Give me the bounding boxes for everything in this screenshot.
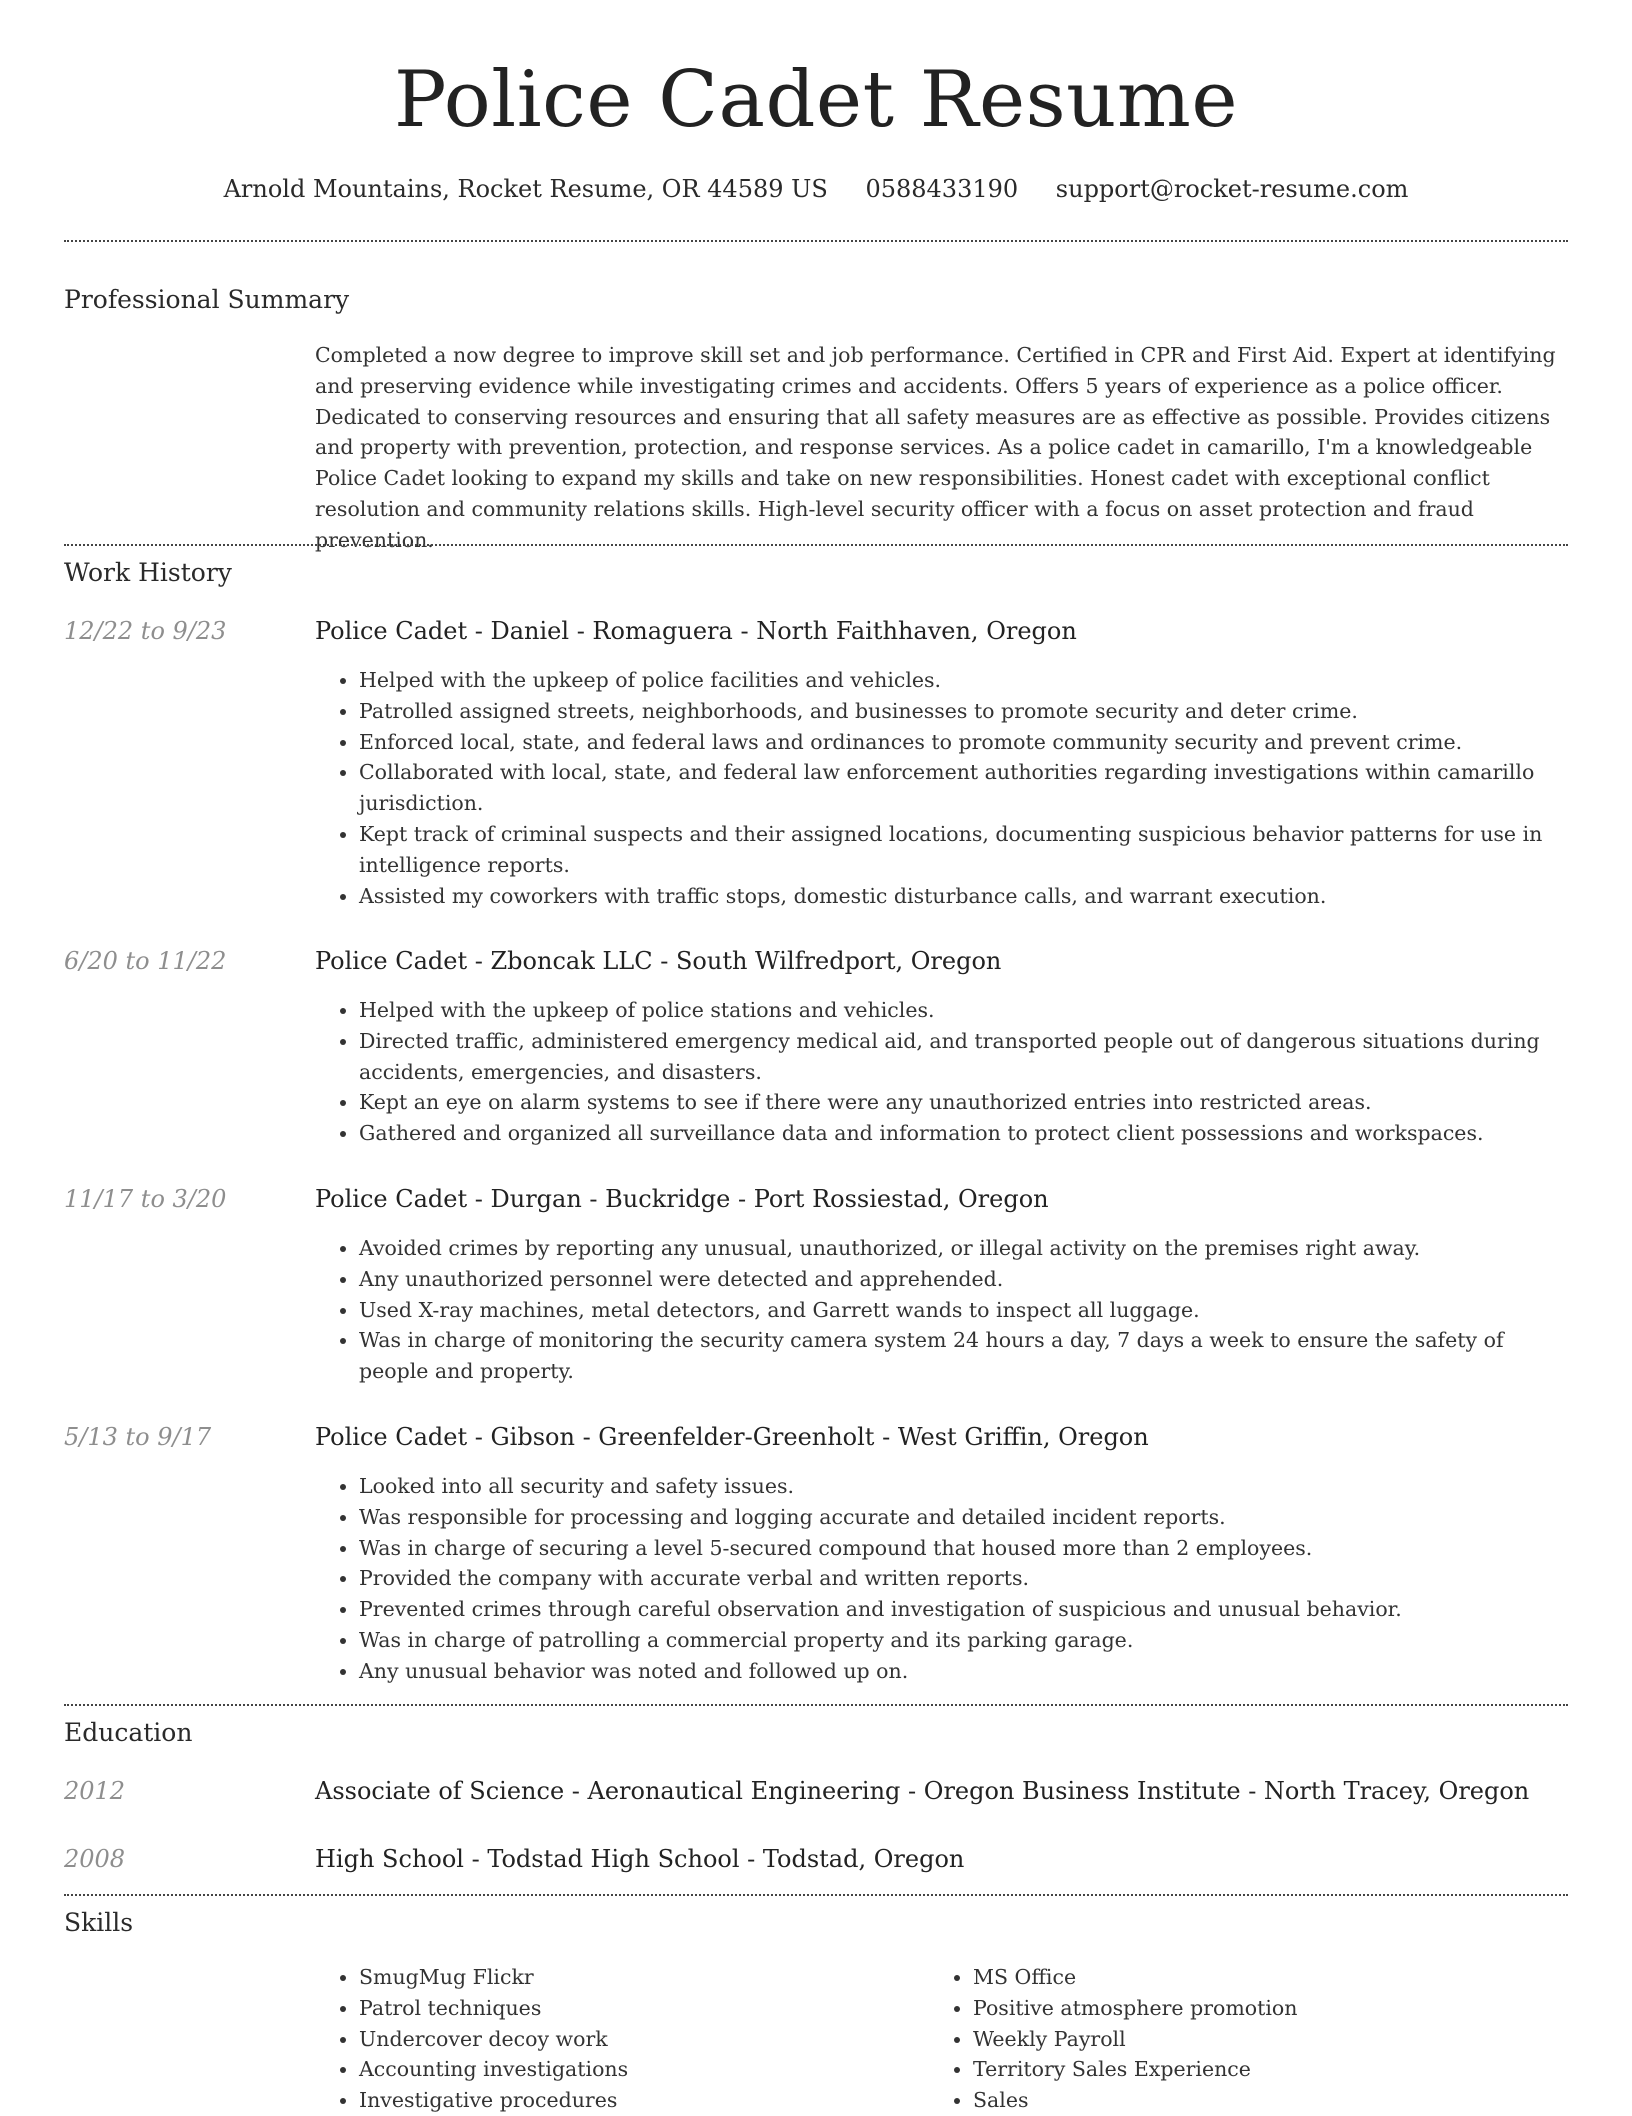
list-item: • Was in charge of securing a level 5-secured compound that housed more than 2 employees. [359,1533,1568,1564]
resume-title: Police Cadet Resume [393,55,1238,145]
job-1-dates: 12/22 to 9/23 [64,617,227,645]
list-item: • Looked into all security and safety issues. [359,1471,1568,1502]
list-item: • Patrolled assigned streets, neighborhoods, and businesses to promote security and deter crime. [359,696,1568,727]
job-4-title: Police Cadet - Gibson - Greenfelder-Greenholt - West Griffin, Oregon [315,1423,1149,1451]
skill-item: • Positive atmosphere promotion [973,1993,1573,2024]
skill-item: • Weekly Payroll [973,2024,1573,2055]
list-item: • Gathered and organized all surveillance data and information to protect client possessions and workspaces. [359,1118,1568,1149]
list-item: • Directed traffic, administered emergency medical aid, and transported people out of dangerous situations during accidents, emergencies, and disasters. [359,1026,1568,1088]
skill-item: • Undercover decoy work [359,2024,929,2055]
job-1-title: Police Cadet - Daniel - Romaguera - North Faithhaven, Oregon [315,617,1077,645]
job-4-bullets [315,1471,1568,1687]
skill-item: • Accounting investigations [359,2054,929,2085]
education-heading: Education [64,1718,193,1747]
summary-text: Completed a now degree to improve skill set and job performance. Certified in CPR and First Aid. Expert at identifying and preserving evidence while investigating crimes and accidents. Offers 5 years of experience as a police officer. Dedicated to conserving resources and ensuring that all safety measures are as effective as possible. Provides citizens and property with prevention, protection, and response services. As a police cadet in camarillo, I'm a knowledgeable Police Cadet looking to expand my skills and take on new responsibilities. Honest cadet with exceptional conflict resolution and community relations skills. High-level security officer with a focus on asset protection and fraud prevention. [315,343,1556,552]
summary-heading: Professional Summary [64,285,350,314]
skill-item: • MS Office [973,1962,1573,1993]
skills-list-left [315,1962,929,2116]
list-item: • Kept track of criminal suspects and their assigned locations, documenting suspicious behavior patterns for use in intelligence reports. [359,819,1568,881]
list-item: • Collaborated with local, state, and federal law enforcement authorities regarding investigations within camarillo jurisdiction. [359,757,1568,819]
list-item: • Provided the company with accurate verbal and written reports. [359,1563,1568,1594]
job-2-bullets [315,995,1568,1149]
skill-item: • Sales [973,2085,1573,2116]
list-item: • Avoided crimes by reporting any unusual, unauthorized, or illegal activity on the premises right away. [359,1233,1568,1264]
header-divider [64,240,1568,242]
job-2-dates: 6/20 to 11/22 [64,947,227,975]
contact-address: Arnold Mountains, Rocket Resume, OR 44589 US [223,175,828,203]
job-1-bullets [315,665,1568,911]
skill-item: • Patrol techniques [359,1993,929,2024]
contact-email[interactable]: support@rocket-resume.com [1055,175,1409,203]
list-item: • Kept an eye on alarm systems to see if there were any unauthorized entries into restricted areas. [359,1087,1568,1118]
work-divider [64,1704,1568,1706]
list-item: • Was in charge of patrolling a commercial property and its parking garage. [359,1625,1568,1656]
skill-item: • SmugMug Flickr [359,1962,929,1993]
list-item: • Prevented crimes through careful observation and investigation of suspicious and unusual behavior. [359,1594,1568,1625]
education-1-year: 2012 [64,1777,126,1805]
education-2-text: High School - Todstad High School - Todstad, Oregon [315,1845,965,1873]
list-item: • Helped with the upkeep of police facilities and vehicles. [359,665,1568,696]
education-2-year: 2008 [64,1845,126,1873]
contact-phone: 0588433190 [865,175,1019,203]
list-item: • Assisted my coworkers with traffic stops, domestic disturbance calls, and warrant execution. [359,881,1568,912]
contact-line [64,172,1568,206]
work-heading: Work History [64,558,232,587]
list-item: • Any unauthorized personnel were detected and apprehended. [359,1264,1568,1295]
list-item: • Enforced local, state, and federal laws and ordinances to promote community security and prevent crime. [359,727,1568,758]
list-item: • Any unusual behavior was noted and followed up on. [359,1656,1568,1687]
job-3-bullets [315,1233,1568,1387]
education-divider [64,1894,1568,1896]
education-1-text: Associate of Science - Aeronautical Engineering - Oregon Business Institute - North Tracey, Oregon [315,1777,1530,1805]
list-item: • Used X-ray machines, metal detectors, and Garrett wands to inspect all luggage. [359,1295,1568,1326]
summary-divider [64,544,1568,546]
skill-item: • Territory Sales Experience [973,2054,1573,2085]
list-item: • Was in charge of monitoring the security camera system 24 hours a day, 7 days a week to ensure the safety of people and property. [359,1325,1568,1387]
job-3-title: Police Cadet - Durgan - Buckridge - Port Rossiestad, Oregon [315,1185,1049,1213]
job-3-dates: 11/17 to 3/20 [64,1185,227,1213]
list-item: • Helped with the upkeep of police stations and vehicles. [359,995,1568,1026]
skills-list-right [929,1962,1573,2116]
list-item: • Was responsible for processing and logging accurate and detailed incident reports. [359,1502,1568,1533]
skills-heading: Skills [64,1908,134,1937]
job-4-dates: 5/13 to 9/17 [64,1423,212,1451]
job-2-title: Police Cadet - Zboncak LLC - South Wilfredport, Oregon [315,947,1002,975]
skill-item: • Investigative procedures [359,2085,929,2116]
